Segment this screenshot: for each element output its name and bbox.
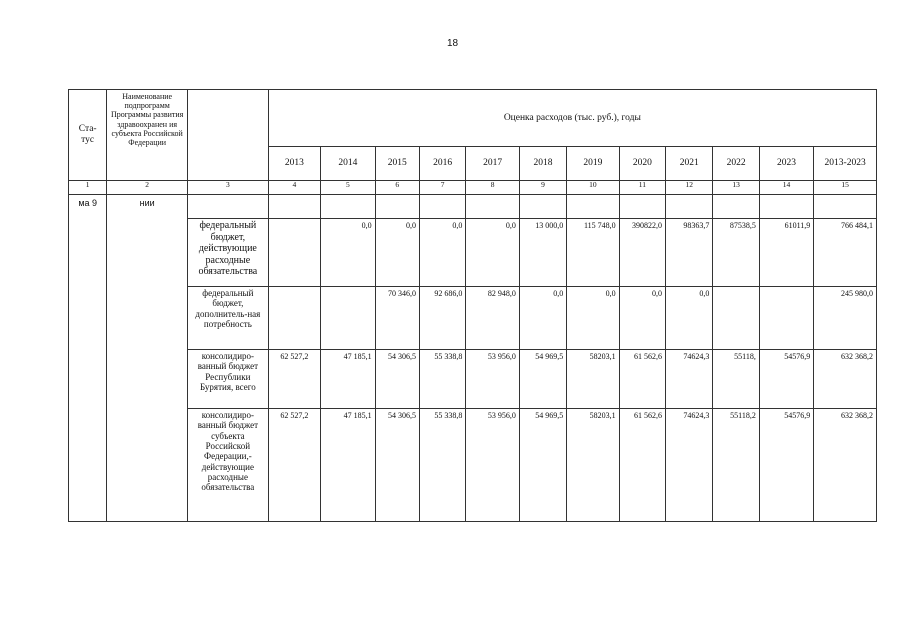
value-cell: 632 368,2: [814, 409, 877, 522]
column-number: 3: [188, 181, 269, 195]
column-number: 12: [666, 181, 713, 195]
blank-cell: [814, 195, 877, 219]
year-header: 2020: [619, 147, 665, 181]
value-cell: 55 338,8: [419, 350, 465, 409]
header-source-blank: [188, 90, 269, 181]
blank-cell: [713, 195, 759, 219]
value-cell: 47 185,1: [321, 409, 375, 522]
value-cell: 0,0: [419, 219, 465, 287]
value-cell: 0,0: [519, 287, 566, 350]
value-cell: 92 686,0: [419, 287, 465, 350]
value-cell: 62 527,2: [268, 409, 320, 522]
page-number: 18: [446, 38, 459, 49]
year-header: 2013-2023: [814, 147, 877, 181]
column-number: 13: [713, 181, 759, 195]
funding-source: консолидиро-ванный бюджет Республики Бурятия, всего: [188, 350, 269, 409]
value-cell: 632 368,2: [814, 350, 877, 409]
column-numbers-row: [69, 181, 877, 195]
table-row: [69, 219, 877, 287]
subprogram-name-cell: нии: [107, 195, 188, 522]
column-number: 14: [759, 181, 813, 195]
column-number: 2: [107, 181, 188, 195]
value-cell: 53 956,0: [466, 409, 519, 522]
value-cell: 70 346,0: [375, 287, 419, 350]
value-cell: 87538,5: [713, 219, 759, 287]
year-header: 2021: [666, 147, 713, 181]
value-cell: 58203,1: [567, 409, 619, 522]
column-number: 10: [567, 181, 619, 195]
value-cell: [713, 287, 759, 350]
header-expense-title: Оценка расходов (тыс. руб.), годы: [268, 90, 876, 147]
column-number: 15: [814, 181, 877, 195]
blank-cell: [375, 195, 419, 219]
value-cell: [759, 287, 813, 350]
value-cell: 55118,: [713, 350, 759, 409]
year-header: 2013: [268, 147, 320, 181]
value-cell: 61 562,6: [619, 350, 665, 409]
value-cell: 55 338,8: [419, 409, 465, 522]
value-cell: 58203,1: [567, 350, 619, 409]
header-status: Ста- тус: [69, 90, 107, 181]
value-cell: 54 306,5: [375, 409, 419, 522]
table-row: [69, 350, 877, 409]
column-number: 5: [321, 181, 375, 195]
column-number: 4: [268, 181, 320, 195]
blank-cell: [321, 195, 375, 219]
value-cell: 54576,9: [759, 350, 813, 409]
blank-cell: [419, 195, 465, 219]
blank-cell: [268, 195, 320, 219]
blank-cell: [666, 195, 713, 219]
value-cell: 53 956,0: [466, 350, 519, 409]
value-cell: 0,0: [619, 287, 665, 350]
value-cell: [268, 287, 320, 350]
value-cell: 245 980,0: [814, 287, 877, 350]
value-cell: 47 185,1: [321, 350, 375, 409]
year-header: 2022: [713, 147, 759, 181]
value-cell: 54 969,5: [519, 409, 566, 522]
value-cell: 54 306,5: [375, 350, 419, 409]
value-cell: 55118,2: [713, 409, 759, 522]
column-number: 1: [69, 181, 107, 195]
value-cell: 74624,3: [666, 409, 713, 522]
year-header: 2014: [321, 147, 375, 181]
value-cell: 0,0: [666, 287, 713, 350]
blank-cell: [188, 195, 269, 219]
funding-source: федеральный бюджет, дополнитель-ная потребность: [188, 287, 269, 350]
year-header: 2018: [519, 147, 566, 181]
year-header: 2017: [466, 147, 519, 181]
year-header: 2023: [759, 147, 813, 181]
column-number: 7: [419, 181, 465, 195]
value-cell: 390822,0: [619, 219, 665, 287]
column-number: 11: [619, 181, 665, 195]
table-row: [69, 409, 877, 522]
value-cell: 0,0: [375, 219, 419, 287]
value-cell: 98363,7: [666, 219, 713, 287]
column-number: 9: [519, 181, 566, 195]
column-number: 8: [466, 181, 519, 195]
value-cell: 61011,9: [759, 219, 813, 287]
year-header: 2016: [419, 147, 465, 181]
funding-source: консолидиро-ванный бюджет субъекта Российской Федерации,-действующие расходные обязательства: [188, 409, 269, 522]
year-header: 2015: [375, 147, 419, 181]
value-cell: [321, 287, 375, 350]
value-cell: 61 562,6: [619, 409, 665, 522]
header-subprogram-name: Наименование подпрограмм Программы развития здравоохранен ия субъекта Российской Федерации: [107, 90, 188, 181]
blank-cell: [619, 195, 665, 219]
value-cell: [268, 219, 320, 287]
value-cell: 82 948,0: [466, 287, 519, 350]
blank-cell: [466, 195, 519, 219]
value-cell: 62 527,2: [268, 350, 320, 409]
value-cell: 74624,3: [666, 350, 713, 409]
year-header: 2019: [567, 147, 619, 181]
value-cell: 0,0: [466, 219, 519, 287]
value-cell: 13 000,0: [519, 219, 566, 287]
blank-cell: [759, 195, 813, 219]
blank-cell: [567, 195, 619, 219]
value-cell: 115 748,0: [567, 219, 619, 287]
funding-source: федеральный бюджет, действующие расходные обязательства: [188, 219, 269, 287]
value-cell: 766 484,1: [814, 219, 877, 287]
status-cell: ма 9: [69, 195, 107, 522]
budget-table: [68, 89, 877, 522]
value-cell: 54576,9: [759, 409, 813, 522]
table-row: [69, 287, 877, 350]
column-number: 6: [375, 181, 419, 195]
value-cell: 0,0: [321, 219, 375, 287]
blank-cell: [519, 195, 566, 219]
value-cell: 54 969,5: [519, 350, 566, 409]
value-cell: 0,0: [567, 287, 619, 350]
